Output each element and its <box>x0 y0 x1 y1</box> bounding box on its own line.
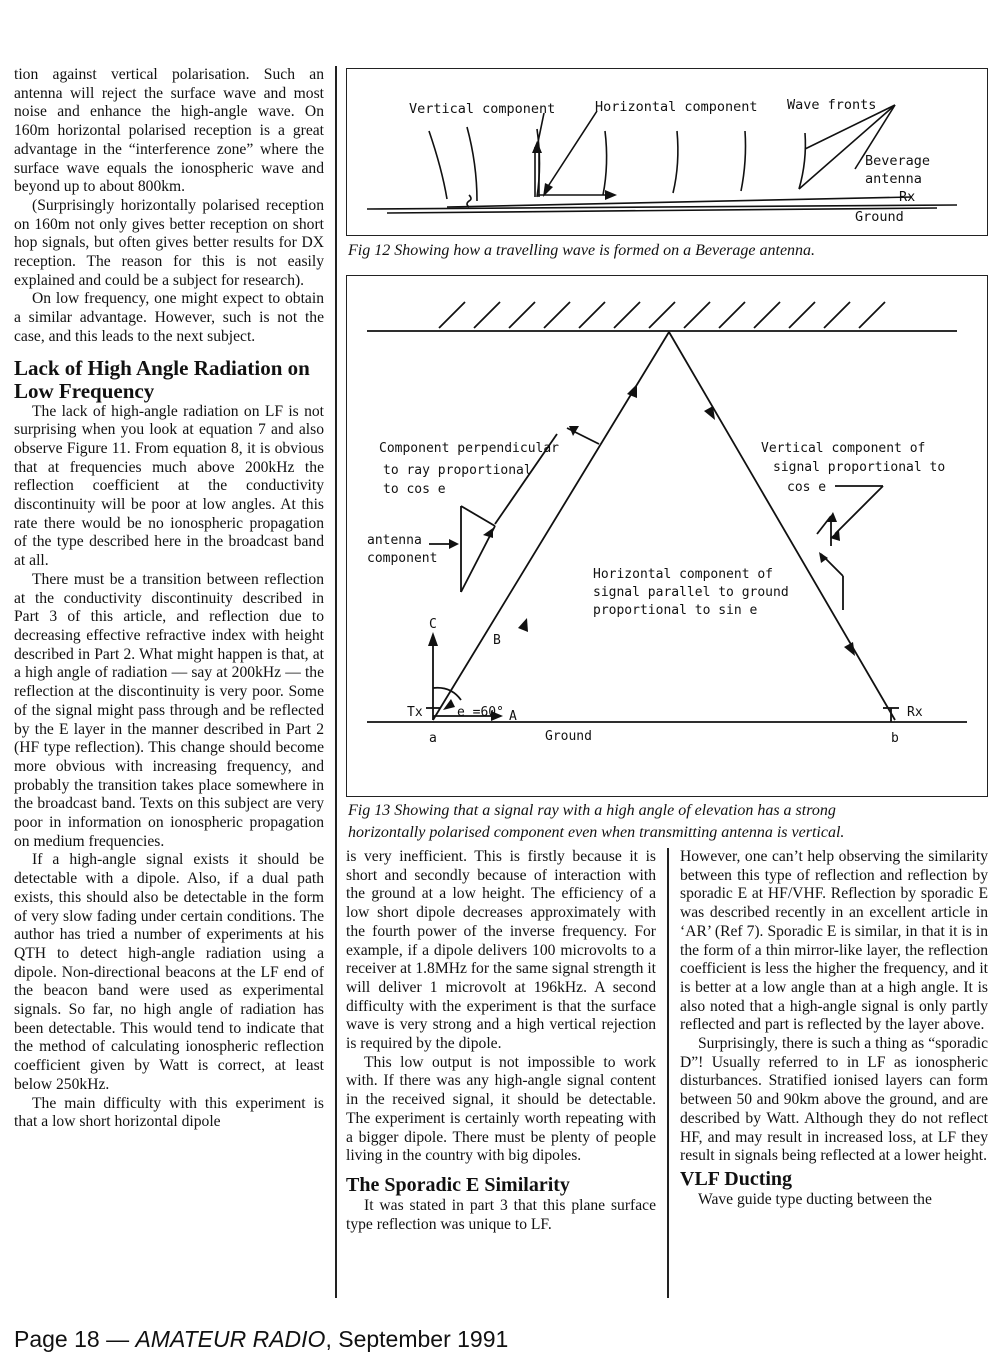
label-angle: e =60° <box>457 705 504 720</box>
paragraph: is very inefficient. This is firstly because it is short and secondly because of interaction with the ground at a low height. The efficiency of a low short dipole decreases approximately with the fourth power of the inverse frequency. For example, if a dipole delivers 100 microvolts to a receiver at 1.8MHz for the same signal strength it will deliver 1 microvolt at 196kHz. A second difficulty with the experiment is that the surface wave is very strong and a high vertical rejection is required by the dipole. <box>346 848 656 1053</box>
paragraph: There must be a transition between reflection at the conductivity discontinuity described in Part 3 of this article, and reflection due to decreasing effective refractive index with height described in Part 2. What might happen is that, at a high angle of radiation — say at 200kHz — the reflection at the discontinuity is very poor. Some of the signal might pass through and be reflected by the E layer in the manner described in Part 2 (HF type reflection). This change should become more obvious with increasing frequency, and probably the transition takes place somewhere in the broadcast band. Texts on this subject are very poor in information on ionospheric propagation on medium frequencies. <box>14 570 324 850</box>
label-beverage: Beverage <box>865 153 931 169</box>
label-rx: Rx <box>899 189 916 205</box>
label-perpendicular-3: to cos e <box>383 482 446 497</box>
label-perpendicular-2: to ray proportional <box>383 463 532 478</box>
label-horizontal-component: Horizontal component <box>595 99 758 115</box>
text-column-right <box>680 848 988 1210</box>
figure-12-diagram <box>347 69 987 235</box>
label-horizontal-1: Horizontal component of <box>593 567 774 582</box>
figure-13-caption-line-1: Fig 13 Showing that a signal ray with a high angle of elevation has a strong <box>348 802 836 819</box>
figure-12-frame <box>346 68 988 236</box>
label-vertical-2: signal proportional to <box>773 460 946 475</box>
section-heading: The Sporadic E Similarity <box>346 1173 570 1196</box>
paragraph: The main difficulty with this experiment is that a low short horizontal dipole <box>14 1094 324 1131</box>
label-vertical-1: Vertical component of <box>761 441 926 456</box>
paragraph: Surprisingly, there is such a thing as “sporadic D”! Usually referred to in LF as ionospheric disturbances. Stratified ionised layers can form between 50 and 90km above the ground, and are described by Watt. Although they do not reflect HF, and may result in increased loss, at LF they result in signals being reflected at a lower height. <box>680 1035 988 1165</box>
label-vertical-component: Vertical component <box>409 101 556 117</box>
text-column-middle <box>346 848 656 1234</box>
paragraph: On low frequency, one might expect to obtain a similar advantage. However, such is not the case, and this leads to the next subject. <box>14 290 324 345</box>
section-heading: VLF Ducting <box>680 1167 793 1190</box>
figure-12-caption: Fig 12 Showing how a travelling wave is formed on a Beverage antenna. <box>348 242 816 259</box>
figure-13-frame <box>346 275 988 797</box>
paragraph: This low output is not impossible to work with. If there was any high-angle signal content in the received signal, it should be detectable. The experiment is certainly worth repeating with a bigger dipole. There must be plenty of people living in the country with big dipoles. <box>346 1053 656 1165</box>
figure-13-diagram <box>347 276 987 796</box>
label-horizontal-3: proportional to sin e <box>593 603 758 618</box>
paragraph: The lack of high-angle radiation on LF is not surprising when you look at equation 7 and also observe Figure 11. From equation 8, it is obvious that at frequencies much above 200kHz the reflection coefficient at the conductivity discontinuity will be poor at low angles. At this rate there would be no ionospheric propagation of the type described here in the broadcast band at all. <box>14 402 324 570</box>
text-column-left <box>14 66 324 1132</box>
label-ground: Ground <box>545 729 592 744</box>
footer-page: Page 18 — <box>14 1326 136 1352</box>
label-ground: Ground <box>855 209 904 225</box>
paragraph: If a high-angle signal exists it should be detectable with a dipole. Also, if a dual path exists, this should also be detectable in the form of very slow fading under certain conditions. The author has tried a number of experiments at his QTH to detect high-angle radiation using a dipole. Non-directional beacons at the LF end of the beacon band were used as experimental signals. So far, no high angle of radiation has been detectable. This would tend to indicate that the method of calculating ionospheric reflection coefficient given by Watt is correct, at least below 250kHz. <box>14 851 324 1093</box>
figure-13-caption-line-2: horizontally polarised component even when transmitting antenna is vertical. <box>348 824 845 841</box>
label-vertical-3: cos e <box>787 480 827 495</box>
label-a: A <box>509 709 517 724</box>
column-divider <box>667 848 669 1298</box>
paragraph: tion against vertical polarisation. Such an antenna will reject the surface wave and most noise and enhance the high-angle wave. On 160m horizontal polarised reception is a great advantage in the “interference zone” where the surface wave equals the ionospheric wave and beyond up to about 800km. <box>14 66 324 196</box>
column-divider <box>335 66 337 1298</box>
label-antenna: antenna <box>865 171 922 187</box>
label-rx: Rx <box>907 705 923 720</box>
label-c: C <box>429 617 437 632</box>
footer-magazine: AMATEUR RADIO <box>135 1326 326 1352</box>
page-footer <box>14 1326 508 1353</box>
paragraph: It was stated in part 3 that this plane surface type reflection was unique to LF. <box>346 1196 656 1233</box>
label-component: component <box>367 551 438 566</box>
label-a-point: a <box>429 731 437 746</box>
paragraph: Wave guide type ducting between the <box>698 1190 932 1208</box>
label-perpendicular-1: Component perpendicular <box>379 441 560 456</box>
section-heading: Lack of High Angle Radiation on Low Frequency <box>14 355 310 403</box>
label-tx: Tx <box>407 705 423 720</box>
label-wave-fronts: Wave fronts <box>787 97 877 113</box>
label-b: B <box>493 633 501 648</box>
label-antenna: antenna <box>367 533 422 548</box>
paragraph: However, one can’t help observing the similarity between this type of reflection and reflection by sporadic E at HF/VHF. Reflection by sporadic E was described recently in an excellent article in ‘AR’ (Ref 7). Sporadic E is similar, in that it is in the form of a thin mirror-like layer, the reflection coefficient is less the higher the frequency, and it is better at a low angle than at a high angle. It is also noted that a high-angle signal is only partly reflected and part is reflected by the layer above. <box>680 848 988 1034</box>
label-b-point: b <box>891 731 899 746</box>
label-horizontal-2: signal parallel to ground <box>593 585 789 600</box>
paragraph: (Surprisingly horizontally polarised reception on 160m not only gives better reception on short hop signals, but often gives better results for DX reception. The reason for this is not easily explained and could be a subject for research). <box>14 196 324 289</box>
footer-date: , September 1991 <box>325 1326 509 1352</box>
